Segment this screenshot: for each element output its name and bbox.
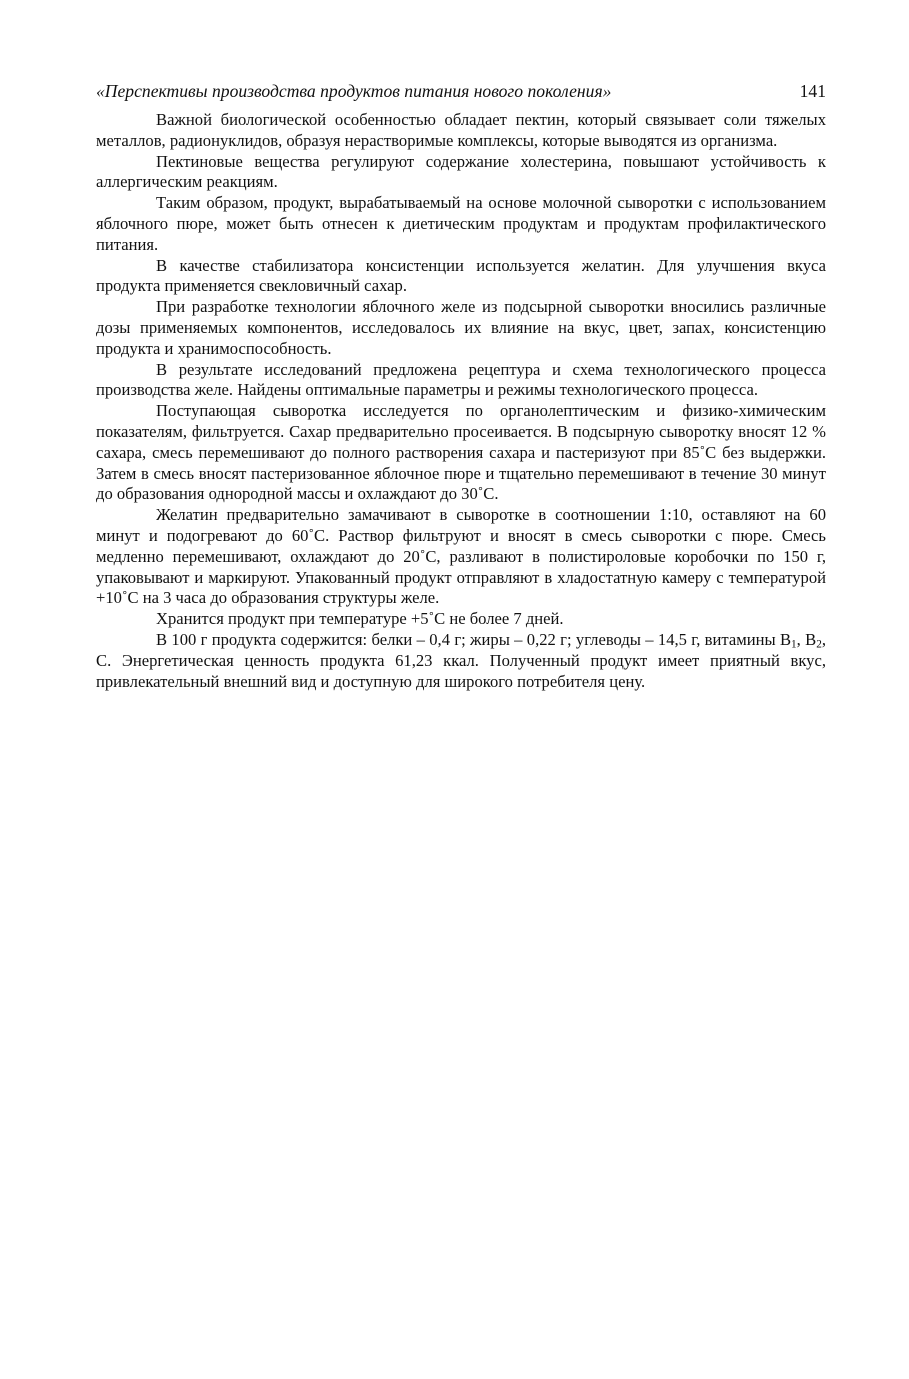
composition-text-start: В 100 г продукта содержится: белки – 0,4 г; жиры – 0,22 г; углеводы – 14,5 г, витамины В [156,629,792,649]
paragraph-storage: Хранится продукт при температуре +5˚С не более 7 дней. [156,609,564,629]
paragraph-process: Поступающая сыворотка исследуется по органолептическим и физико-химическим показателям, фильтруется. Сахар предварительно просеивается. В подсырную сыворотку вносят 12 % сахара, смесь перемешивают до полного растворения сахара и пастеризуют при 85˚С без выдержки. Затем в смесь вносят пастеризованное яблочное пюре и тщательно перемешивают в течение 30 минут до образования однородной массы и охлаждают до 30˚С. [96,401,826,504]
vitamin-b2-subscript: 2 [816,638,822,651]
vitamin-separator: , В [796,629,817,649]
running-title: «Перспективы производства продуктов питания нового поколения» [96,81,612,101]
paragraph-stabilizer: В качестве стабилизатора консистенции используется желатин. Для улучшения вкуса продукта применяется свекловичный сахар. [96,255,826,296]
paragraph-development: При разработке технологии яблочного желе из подсырной сыворотки вносились различные дозы применяемых компонентов, исследовалось их влияние на вкус, цвет, запах, консистенцию продукта и хранимоспособность. [96,297,826,358]
paragraph-dietary: Таким образом, продукт, вырабатываемый на основе молочной сыворотки с использованием яблочного пюре, может быть отнесен к диетическим продуктам и продуктам профилактического питания. [96,193,826,254]
running-header [96,80,826,102]
body-text [96,110,826,692]
paragraph-gelatin: Желатин предварительно замачивают в сыворотке в соотношении 1:10, оставляют на 60 минут и подогревают до 60˚С. Раствор фильтруют и вносят в смесь сыворотки с пюре. Смесь медленно перемешивают, охлаждают до 20˚С, разливают в полистироловые коробочки по 150 г, упаковывают и маркируют. Упакованный продукт отправляют в хладостатную камеру с температурой +10˚С на 3 часа до образования структуры желе. [96,505,826,608]
paragraph-cholesterol: Пектиновые вещества регулируют содержание холестерина, повышают устойчивость к аллергическим реакциям. [96,151,826,192]
paragraph-results: В результате исследований предложена рецептура и схема технологического процесса производства желе. Найдены оптимальные параметры и режимы технологического процесса. [96,359,826,400]
paragraph-composition [96,630,826,692]
vitamin-b1-subscript: 1 [791,638,797,651]
page-number: 141 [799,81,826,101]
document-page [96,80,826,692]
paragraph-pectin: Важной биологической особенностью обладает пектин, который связывает соли тяжелых металлов, радионуклидов, образуя нерастворимые комплексы, которые выводятся из организма. [96,110,826,150]
composition-text-end: , С. Энергетическая ценность продукта 61,23 ккал. Полученный продукт имеет приятный вкус, привлекательный внешний вид и доступную для широкого потребителя цену. [96,629,826,691]
